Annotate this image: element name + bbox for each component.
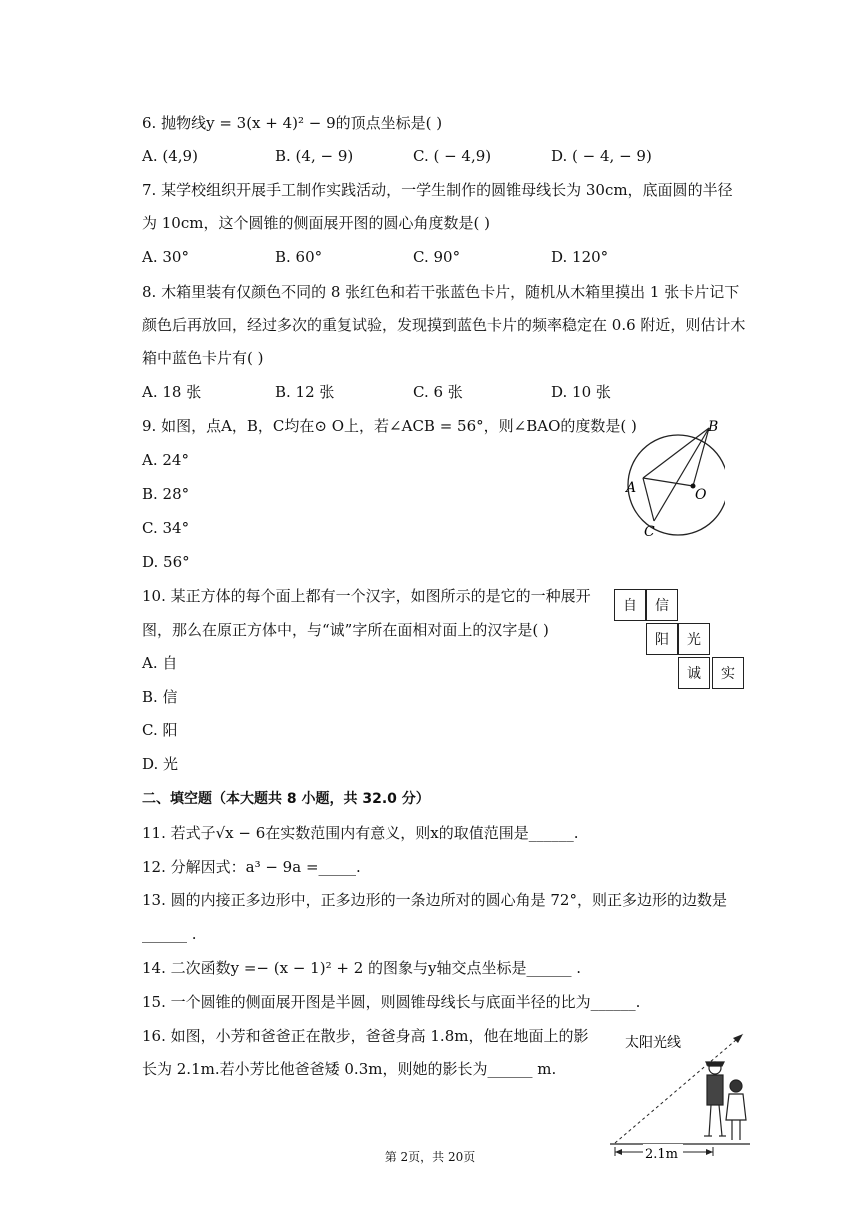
q8-line-3: 箱中蓝色卡片有( ) [142,349,264,367]
label-a: A [626,480,637,496]
father-figure [704,1062,726,1136]
q10-line-1: 10. 某正方体的每个面上都有一个汉字，如图所示的是它的一种展开 [142,587,591,605]
net-cell-3: 阳 [646,623,678,655]
q6-stem: 6. 抛物线y = 3(x + 4)² − 9的顶点坐标是( ) [142,114,443,132]
q16-shadow-figure [605,1028,755,1168]
q7-option-d: D. 120° [551,248,609,266]
label-b: B [708,419,719,435]
q7-line-1: 7. 某学校组织开展手工制作实践活动，一学生制作的圆锥母线长为 30cm，底面圆的半径 [142,181,733,199]
q6-option-c: C. ( − 4,9) [413,147,492,165]
net-cell-6: 实 [712,657,744,689]
q9-stem: 9. 如图，点A，B，C均在⊙ O上，若∠ACB = 56°，则∠BAO的度数是( ) [142,417,637,435]
page-footer: 第 2页，共 20页 [384,1150,476,1164]
shadow-length-label: 2.1m [645,1147,679,1162]
q7-option-b: B. 60° [275,248,323,266]
net-cell-4: 光 [678,623,710,655]
q6-option-a: A. (4,9) [142,147,198,165]
q8-option-b: B. 12 张 [275,383,335,401]
q9-option-d: D. 56° [142,553,190,571]
q12-stem: 12. 分解因式：a³ − 9a =_____. [142,858,361,876]
net-cell-1: 自 [614,589,646,621]
circle-o [628,435,725,535]
sun-rays-label: 太阳光线 [625,1035,681,1051]
q7-line-2: 为 10cm，这个圆锥的侧面展开图的圆心角度数是( ) [142,214,490,232]
q13-line-2: ______ . [142,925,197,943]
label-o: O [695,487,707,503]
q9-option-a: A. 24° [142,451,189,469]
q14-stem: 14. 二次函数y =− (x − 1)² + 2 的图象与y轴交点坐标是______ . [142,959,582,977]
daughter-figure [726,1080,746,1140]
q7-option-a: A. 30° [142,248,189,266]
q8-line-1: 8. 木箱里装有仅颜色不同的 8 张红色和若干张蓝色卡片，随机从木箱里摸出 1 张卡片记下 [142,283,740,301]
q9-circle-figure [615,415,725,540]
q8-option-d: D. 10 张 [551,383,611,401]
net-cell-2: 信 [646,589,678,621]
q11-stem: 11. 若式子√x − 6在实数范围内有意义，则x的取值范围是______. [142,824,579,842]
q15-stem: 15. 一个圆锥的侧面展开图是半圆，则圆锥母线长与底面半径的比为______. [142,993,641,1011]
cube-net-figure [614,589,748,689]
net-cell-5: 诚 [678,657,710,689]
q7-option-c: C. 90° [413,248,461,266]
q10-option-a: A. 自 [142,654,178,672]
section-2-heading: 二、填空题（本大题共 8 小题，共 32.0 分） [142,791,430,807]
label-c: C [644,524,655,540]
q6-option-d: D. ( − 4, − 9) [551,147,652,165]
q10-option-b: B. 信 [142,688,178,706]
q9-option-b: B. 28° [142,485,190,503]
q9-option-c: C. 34° [142,519,190,537]
q16-line-2: 长为 2.1m.若小芳比他爸爸矮 0.3m，则她的影长为______ m. [142,1060,557,1078]
q10-option-c: C. 阳 [142,721,178,739]
q8-option-a: A. 18 张 [142,383,202,401]
q16-line-1: 16. 如图，小芳和爸爸正在散步，爸爸身高 1.8m，他在地面上的影 [142,1027,589,1045]
q10-line-2: 图，那么在原正方体中，与“诚”字所在面相对面上的汉字是( ) [142,621,549,639]
q8-option-c: C. 6 张 [413,383,463,401]
q10-option-d: D. 光 [142,755,179,773]
q8-line-2: 颜色后再放回，经过多次的重复试验，发现摸到蓝色卡片的频率稳定在 0.6 附近，则估计木 [142,316,746,334]
q6-option-b: B. (4, − 9) [275,147,354,165]
q13-line-1: 13. 圆的内接正多边形中，正多边形的一条边所对的圆心角是 72°，则正多边形的边数是 [142,891,727,909]
